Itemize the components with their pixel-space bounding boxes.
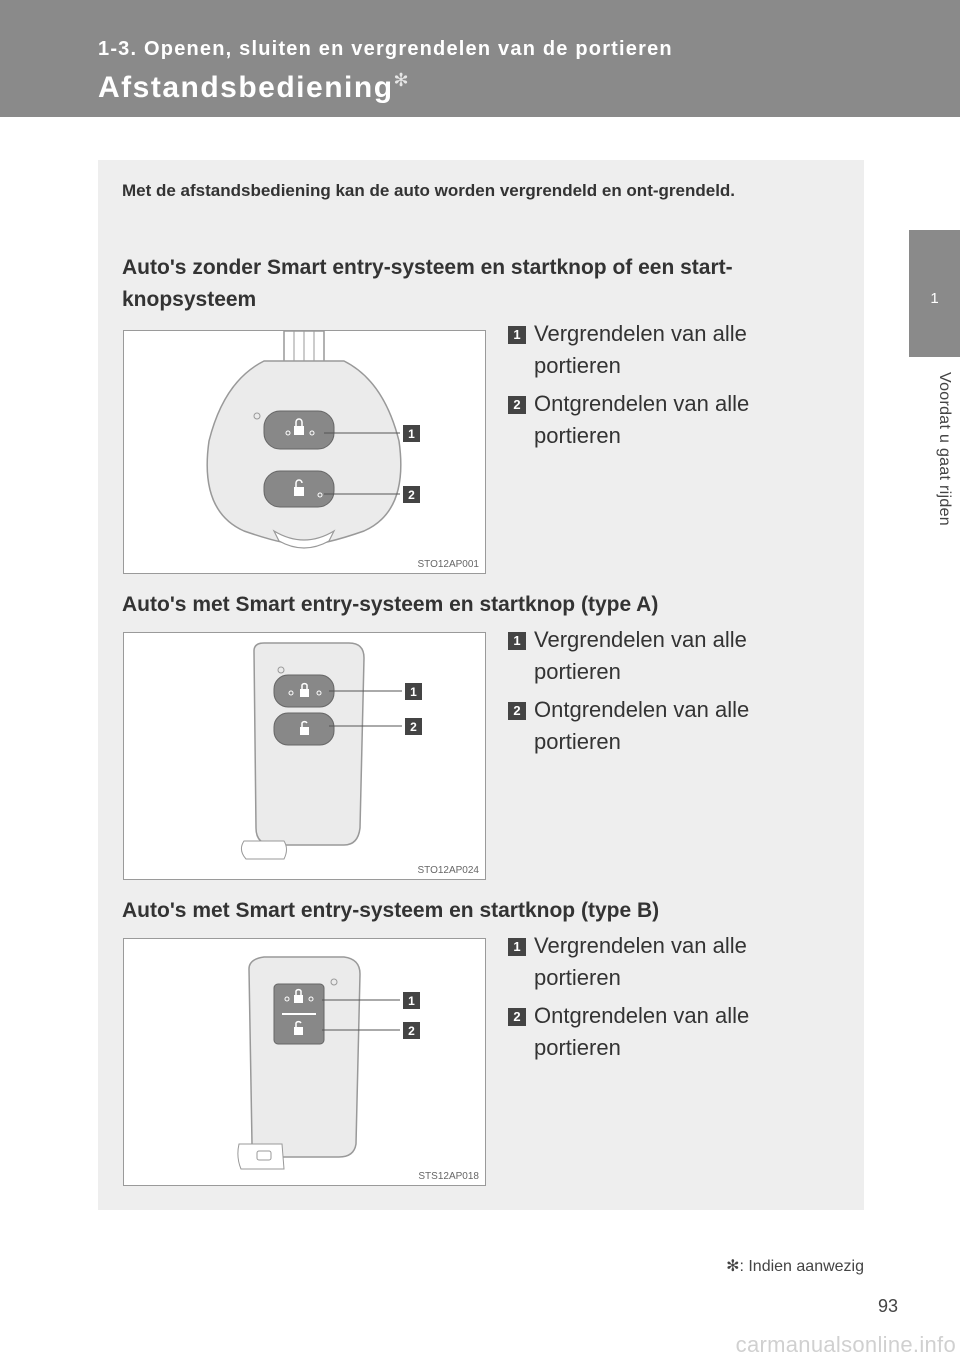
smart-key-b-illustration <box>124 939 485 1185</box>
page-number: 93 <box>877 1296 898 1316</box>
svg-text:2: 2 <box>408 1024 415 1038</box>
figure-code: STO12AP001 <box>417 559 479 570</box>
number-badge: 2 <box>508 396 526 414</box>
legend-3 <box>508 930 808 1070</box>
svg-text:1: 1 <box>408 427 415 441</box>
legend-item <box>508 1000 808 1064</box>
svg-text:2: 2 <box>408 488 415 502</box>
legend-item <box>508 930 808 994</box>
smart-key-a-illustration <box>124 633 485 879</box>
page-title-text: Afstandsbediening <box>98 71 394 104</box>
section-heading-1: Auto's zonder Smart entry-systeem en startknop of een start-knopsysteem <box>122 256 733 311</box>
asterisk-icon: ✻ <box>393 70 411 90</box>
legend-label: Ontgrendelen van alle portieren <box>534 391 750 448</box>
figure-key-fob <box>123 330 486 574</box>
legend-label: Ontgrendelen van alle portieren <box>534 697 750 754</box>
number-badge: 2 <box>508 1008 526 1026</box>
section-title: 1-3. Openen, sluiten en vergrendelen van de portieren <box>98 38 673 60</box>
section-heading-3: Auto's met Smart entry-systeem en startknop (type B) <box>122 899 660 922</box>
intro-text: Met de afstandsbediening kan de auto worden vergrendeld en ont-grendeld. <box>122 181 736 200</box>
number-badge: 1 <box>508 326 526 344</box>
legend-1 <box>508 318 808 458</box>
number-badge: 1 <box>508 632 526 650</box>
page-title <box>98 70 410 105</box>
legend-item <box>508 694 808 758</box>
svg-text:1: 1 <box>410 685 417 699</box>
figure-code: STO12AP024 <box>417 865 479 876</box>
legend-2 <box>508 624 808 764</box>
chapter-label: Voordat u gaat rijden <box>936 372 953 526</box>
figure-code: STS12AP018 <box>418 1171 479 1182</box>
footnote: ✻: Indien aanwezig <box>726 1258 864 1275</box>
number-badge: 2 <box>508 702 526 720</box>
legend-item <box>508 318 808 382</box>
figure-smart-key-b <box>123 938 486 1186</box>
legend-item <box>508 388 808 452</box>
number-badge: 1 <box>508 938 526 956</box>
section-heading-2: Auto's met Smart entry-systeem en startknop (type A) <box>122 593 659 616</box>
figure-smart-key-a <box>123 632 486 880</box>
legend-label: Ontgrendelen van alle portieren <box>534 1003 750 1060</box>
svg-text:1: 1 <box>408 994 415 1008</box>
chapter-number: 1 <box>930 290 939 307</box>
watermark[interactable]: carmanualsonline.info <box>735 1332 956 1357</box>
svg-text:2: 2 <box>410 720 417 734</box>
key-fob-illustration <box>124 331 485 573</box>
legend-label: Vergrendelen van alle portieren <box>534 321 747 378</box>
legend-label: Vergrendelen van alle portieren <box>534 933 747 990</box>
legend-label: Vergrendelen van alle portieren <box>534 627 747 684</box>
legend-item <box>508 624 808 688</box>
